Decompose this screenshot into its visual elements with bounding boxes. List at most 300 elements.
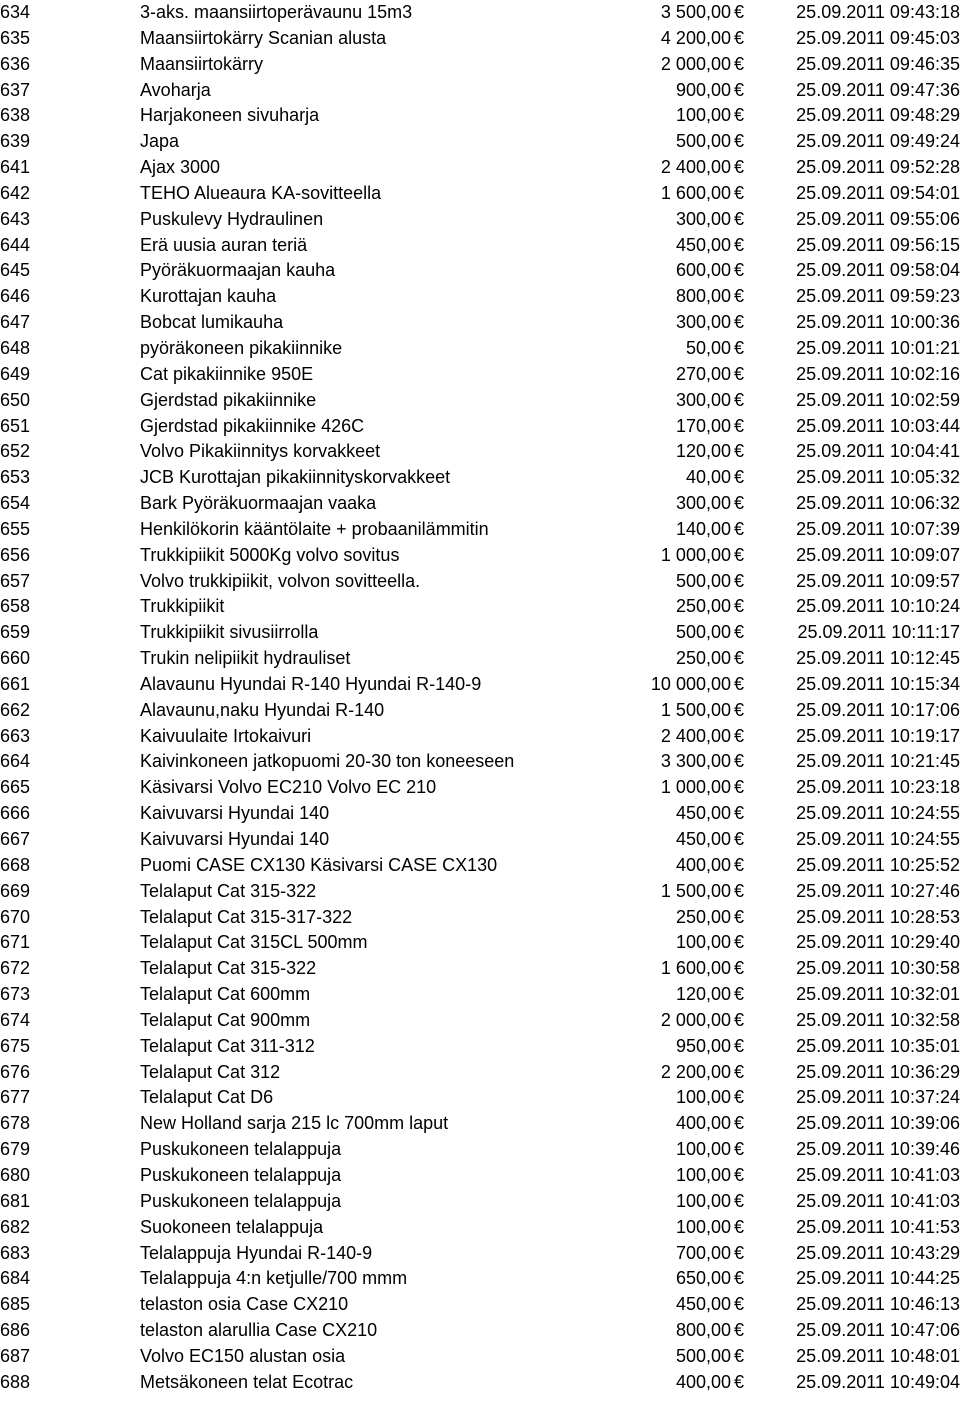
euro-currency-symbol: € [734, 79, 745, 100]
list-row [0, 414, 960, 440]
item-description: Puskukoneen telalappuja [140, 1164, 342, 1185]
euro-currency-symbol: € [734, 286, 745, 307]
list-row [0, 362, 960, 388]
item-timestamp: 25.09.2011 10:04:41 [796, 441, 960, 462]
item-description: Puskukoneen telalappuja [140, 1139, 342, 1160]
item-description: Telalappuja Hyundai R-140-9 [140, 1242, 373, 1263]
list-row [0, 1008, 960, 1034]
item-number: 671 [0, 932, 31, 953]
item-timestamp: 25.09.2011 10:02:16 [796, 363, 960, 384]
euro-currency-symbol: € [734, 157, 745, 178]
list-row [0, 853, 960, 879]
item-number: 661 [0, 673, 31, 694]
list-row [0, 1344, 960, 1370]
item-description: Bark Pyöräkuormaajan vaaka [140, 493, 377, 514]
item-price: 300,00 [675, 312, 731, 333]
item-number: 682 [0, 1216, 31, 1237]
item-price: 120,00 [675, 441, 731, 462]
euro-currency-symbol: € [734, 1371, 745, 1392]
euro-currency-symbol: € [734, 880, 745, 901]
item-description: Avoharja [140, 79, 211, 100]
euro-currency-symbol: € [734, 984, 745, 1005]
item-number: 670 [0, 906, 31, 927]
list-row [0, 775, 960, 801]
euro-currency-symbol: € [734, 751, 745, 772]
item-timestamp: 25.09.2011 10:39:06 [796, 1113, 960, 1134]
item-timestamp: 25.09.2011 10:23:18 [796, 777, 960, 798]
item-timestamp: 25.09.2011 10:41:03 [796, 1164, 960, 1185]
list-row [0, 103, 960, 129]
item-timestamp: 25.09.2011 09:52:28 [796, 157, 960, 178]
item-description: Telalaput Cat 900mm [140, 1009, 311, 1030]
item-price: 100,00 [675, 1087, 731, 1108]
euro-currency-symbol: € [734, 648, 745, 669]
item-number: 645 [0, 260, 31, 281]
item-description: Harjakoneen sivuharja [140, 105, 320, 126]
item-number: 638 [0, 105, 31, 126]
item-price: 10 000,00 [650, 673, 731, 694]
list-row [0, 78, 960, 104]
item-number: 643 [0, 208, 31, 229]
item-price: 2 000,00 [660, 53, 731, 74]
euro-currency-symbol: € [734, 260, 745, 281]
item-timestamp: 25.09.2011 10:12:45 [796, 648, 960, 669]
item-description: Erä uusia auran teriä [140, 234, 308, 255]
item-number: 656 [0, 544, 31, 565]
item-timestamp: 25.09.2011 10:06:32 [796, 493, 960, 514]
item-timestamp: 25.09.2011 10:00:36 [796, 312, 960, 333]
item-description: 3-aks. maansiirtoperävaunu 15m3 [140, 2, 413, 22]
item-timestamp: 25.09.2011 09:49:24 [796, 131, 960, 152]
item-description: Pyöräkuormaajan kauha [140, 260, 336, 281]
item-price: 100,00 [675, 1164, 731, 1185]
list-row [0, 1189, 960, 1215]
list-row [0, 1085, 960, 1111]
item-number: 639 [0, 131, 31, 152]
item-description: Volvo trukkipiikit, volvon sovitteella. [140, 570, 421, 591]
item-number: 648 [0, 337, 31, 358]
item-timestamp: 25.09.2011 10:27:46 [796, 880, 960, 901]
item-timestamp: 25.09.2011 10:39:46 [796, 1139, 960, 1160]
item-timestamp: 25.09.2011 10:29:40 [796, 932, 960, 953]
euro-currency-symbol: € [734, 182, 745, 203]
item-timestamp: 25.09.2011 10:10:24 [796, 596, 960, 617]
item-price: 300,00 [675, 208, 731, 229]
euro-currency-symbol: € [734, 234, 745, 255]
item-number: 667 [0, 829, 31, 849]
euro-currency-symbol: € [734, 854, 745, 875]
item-description: New Holland sarja 215 lc 700mm laput [140, 1113, 449, 1134]
euro-currency-symbol: € [734, 208, 745, 229]
item-price: 1 600,00 [660, 182, 731, 203]
list-row [0, 827, 960, 853]
item-description: Maansiirtokärry [140, 53, 264, 74]
list-row [0, 336, 960, 362]
euro-currency-symbol: € [734, 829, 745, 849]
item-price: 120,00 [675, 984, 731, 1005]
item-timestamp: 25.09.2011 09:59:23 [796, 286, 960, 307]
item-timestamp: 25.09.2011 09:45:03 [796, 27, 960, 48]
list-row [0, 879, 960, 905]
item-price: 4 200,00 [660, 27, 731, 48]
item-description: Kurottajan kauha [140, 286, 277, 307]
item-price: 3 300,00 [660, 751, 731, 772]
item-number: 641 [0, 157, 31, 178]
item-price: 2 400,00 [660, 725, 731, 746]
euro-currency-symbol: € [734, 673, 745, 694]
list-row [0, 1137, 960, 1163]
list-row [0, 905, 960, 931]
item-timestamp: 25.09.2011 09:43:18 [796, 2, 960, 22]
item-number: 642 [0, 182, 31, 203]
item-price: 450,00 [675, 829, 731, 849]
list-row [0, 594, 960, 620]
euro-currency-symbol: € [734, 1320, 745, 1341]
euro-currency-symbol: € [734, 1035, 745, 1056]
item-timestamp: 25.09.2011 09:48:29 [796, 105, 960, 126]
item-description: Telalaput Cat 311-312 [140, 1035, 315, 1056]
euro-currency-symbol: € [734, 2, 745, 22]
euro-currency-symbol: € [734, 1345, 745, 1366]
item-description: Gjerdstad pikakiinnike 426C [140, 415, 365, 436]
item-number: 678 [0, 1113, 31, 1134]
item-number: 644 [0, 234, 31, 255]
euro-currency-symbol: € [734, 699, 745, 720]
list-row [0, 388, 960, 414]
euro-currency-symbol: € [734, 337, 745, 358]
item-number: 650 [0, 389, 31, 410]
item-description: Kaivinkoneen jatkopuomi 20-30 ton koneeseen [140, 751, 515, 772]
item-number: 673 [0, 984, 31, 1005]
item-timestamp: 25.09.2011 10:09:57 [796, 570, 960, 591]
item-number: 666 [0, 803, 31, 824]
euro-currency-symbol: € [734, 493, 745, 514]
item-description: Cat pikakiinnike 950E [140, 363, 314, 384]
item-timestamp: 25.09.2011 09:46:35 [796, 53, 960, 74]
item-price: 100,00 [675, 1190, 731, 1211]
euro-currency-symbol: € [734, 441, 745, 462]
item-price: 400,00 [675, 854, 731, 875]
item-number: 636 [0, 53, 31, 74]
item-number: 649 [0, 363, 31, 384]
item-price: 900,00 [675, 79, 731, 100]
list-row [0, 1292, 960, 1318]
item-timestamp: 25.09.2011 10:25:52 [796, 854, 960, 875]
item-description: Puskukoneen telalappuja [140, 1190, 342, 1211]
item-number: 637 [0, 79, 31, 100]
item-number: 685 [0, 1294, 31, 1315]
item-price: 800,00 [675, 1320, 731, 1341]
item-timestamp: 25.09.2011 10:17:06 [796, 699, 960, 720]
item-timestamp: 25.09.2011 10:35:01 [796, 1035, 960, 1056]
item-number: 634 [0, 2, 31, 22]
item-price: 170,00 [675, 415, 731, 436]
item-price: 270,00 [675, 363, 731, 384]
euro-currency-symbol: € [734, 105, 745, 126]
item-description: Telalaput Cat 315-322 [140, 958, 317, 979]
item-timestamp: 25.09.2011 10:41:03 [796, 1190, 960, 1211]
euro-currency-symbol: € [734, 467, 745, 488]
list-row [0, 26, 960, 52]
list-row [0, 1370, 960, 1396]
item-price: 500,00 [675, 1345, 731, 1366]
item-price: 140,00 [675, 518, 731, 539]
item-number: 655 [0, 518, 31, 539]
euro-currency-symbol: € [734, 1009, 745, 1030]
item-timestamp: 25.09.2011 10:09:07 [796, 544, 960, 565]
item-number: 688 [0, 1371, 31, 1392]
item-price: 250,00 [675, 648, 731, 669]
item-timestamp: 25.09.2011 10:24:55 [796, 803, 960, 824]
item-number: 676 [0, 1061, 31, 1082]
item-timestamp: 25.09.2011 09:58:04 [796, 260, 960, 281]
euro-currency-symbol: € [734, 518, 745, 539]
item-description: Puomi CASE CX130 Käsivarsi CASE CX130 [140, 854, 498, 875]
euro-currency-symbol: € [734, 1268, 745, 1289]
list-row [0, 491, 960, 517]
item-price: 700,00 [675, 1242, 731, 1263]
item-description: JCB Kurottajan pikakiinnityskorvakkeet [140, 467, 451, 488]
item-description: Metsäkoneen telat Ecotrac [140, 1371, 354, 1392]
euro-currency-symbol: € [734, 622, 745, 643]
item-number: 680 [0, 1164, 31, 1185]
list-row [0, 1111, 960, 1137]
list-row [0, 1318, 960, 1344]
item-price: 1 000,00 [660, 777, 731, 798]
item-description: Telalaput Cat 315-317-322 [140, 906, 353, 927]
item-price: 950,00 [675, 1035, 731, 1056]
item-timestamp: 25.09.2011 10:02:59 [796, 389, 960, 410]
item-description: Telalappuja 4:n ketjulle/700 mmm [140, 1268, 408, 1289]
list-row [0, 930, 960, 956]
list-row [0, 620, 960, 646]
item-price: 2 400,00 [660, 157, 731, 178]
item-price: 500,00 [675, 131, 731, 152]
item-timestamp: 25.09.2011 10:49:04 [796, 1371, 960, 1392]
item-timestamp: 25.09.2011 10:32:58 [796, 1009, 960, 1030]
list-row [0, 749, 960, 775]
list-row [0, 646, 960, 672]
item-number: 674 [0, 1009, 31, 1030]
item-description: Maansiirtokärry Scanian alusta [140, 27, 387, 48]
euro-currency-symbol: € [734, 27, 745, 48]
item-description: Telalaput Cat 312 [140, 1061, 281, 1082]
item-description: Trukkipiikit sivusiirrolla [140, 622, 319, 643]
list-row [0, 258, 960, 284]
list-row [0, 0, 960, 26]
item-price: 250,00 [675, 596, 731, 617]
euro-currency-symbol: € [734, 777, 745, 798]
item-number: 665 [0, 777, 31, 798]
item-number: 647 [0, 312, 31, 333]
euro-currency-symbol: € [734, 544, 745, 565]
item-price: 1 500,00 [660, 699, 731, 720]
item-number: 684 [0, 1268, 31, 1289]
euro-currency-symbol: € [734, 1294, 745, 1315]
item-price: 100,00 [675, 1139, 731, 1160]
item-price: 450,00 [675, 803, 731, 824]
list-row [0, 801, 960, 827]
euro-currency-symbol: € [734, 312, 745, 333]
item-price: 450,00 [675, 234, 731, 255]
item-price: 600,00 [675, 260, 731, 281]
euro-currency-symbol: € [734, 363, 745, 384]
list-row [0, 956, 960, 982]
item-timestamp: 25.09.2011 10:36:29 [796, 1061, 960, 1082]
euro-currency-symbol: € [734, 389, 745, 410]
euro-currency-symbol: € [734, 1087, 745, 1108]
item-number: 646 [0, 286, 31, 307]
item-timestamp: 25.09.2011 10:32:01 [796, 984, 960, 1005]
item-timestamp: 25.09.2011 09:54:01 [796, 182, 960, 203]
item-description: Trukkipiikit [140, 596, 225, 617]
item-price: 400,00 [675, 1371, 731, 1392]
item-timestamp: 25.09.2011 10:48:01 [796, 1345, 960, 1366]
item-number: 660 [0, 648, 31, 669]
item-price: 1 500,00 [660, 880, 731, 901]
item-number: 669 [0, 880, 31, 901]
item-description: Telalaput Cat 600mm [140, 984, 311, 1005]
item-number: 687 [0, 1345, 31, 1366]
item-description: pyöräkoneen pikakiinnike [140, 337, 343, 358]
euro-currency-symbol: € [734, 803, 745, 824]
item-price: 2 000,00 [660, 1009, 731, 1030]
item-timestamp: 25.09.2011 10:43:29 [796, 1242, 960, 1263]
item-timestamp: 25.09.2011 10:05:32 [796, 467, 960, 488]
list-row [0, 284, 960, 310]
item-price: 3 500,00 [660, 2, 731, 22]
item-number: 686 [0, 1320, 31, 1341]
item-number: 663 [0, 725, 31, 746]
item-timestamp: 25.09.2011 10:07:39 [796, 518, 960, 539]
list-row [0, 129, 960, 155]
list-row [0, 724, 960, 750]
item-description: Bobcat lumikauha [140, 312, 284, 333]
item-number: 664 [0, 751, 31, 772]
item-timestamp: 25.09.2011 10:21:45 [796, 751, 960, 772]
item-price: 500,00 [675, 622, 731, 643]
item-price: 650,00 [675, 1268, 731, 1289]
item-price: 800,00 [675, 286, 731, 307]
euro-currency-symbol: € [734, 1216, 745, 1237]
list-row [0, 982, 960, 1008]
euro-currency-symbol: € [734, 932, 745, 953]
item-number: 651 [0, 415, 31, 436]
item-number: 679 [0, 1139, 31, 1160]
item-number: 662 [0, 699, 31, 720]
item-price: 400,00 [675, 1113, 731, 1134]
item-price: 100,00 [675, 105, 731, 126]
item-timestamp: 25.09.2011 09:47:36 [796, 79, 960, 100]
item-description: telaston osia Case CX210 [140, 1294, 349, 1315]
item-timestamp: 25.09.2011 10:03:44 [796, 415, 960, 436]
item-timestamp: 25.09.2011 10:47:06 [796, 1320, 960, 1341]
list-row [0, 698, 960, 724]
item-number: 654 [0, 493, 31, 514]
euro-currency-symbol: € [734, 906, 745, 927]
list-row [0, 1060, 960, 1086]
euro-currency-symbol: € [734, 1164, 745, 1185]
item-description: Kaivuulaite Irtokaivuri [140, 725, 312, 746]
item-price: 2 200,00 [660, 1061, 731, 1082]
list-row [0, 233, 960, 259]
item-timestamp: 25.09.2011 10:41:53 [796, 1216, 960, 1237]
item-timestamp: 25.09.2011 10:11:17 [797, 622, 960, 643]
item-price: 100,00 [675, 932, 731, 953]
euro-currency-symbol: € [734, 958, 745, 979]
item-price: 300,00 [675, 389, 731, 410]
item-description: Volvo EC150 alustan osia [140, 1345, 346, 1366]
list-row [0, 52, 960, 78]
item-number: 681 [0, 1190, 31, 1211]
list-row [0, 1266, 960, 1292]
item-description: Kaivuvarsi Hyundai 140 [140, 829, 330, 849]
euro-currency-symbol: € [734, 1113, 745, 1134]
item-description: Alavaunu Hyundai R-140 Hyundai R-140-9 [140, 673, 482, 694]
list-row [0, 439, 960, 465]
euro-currency-symbol: € [734, 1061, 745, 1082]
euro-currency-symbol: € [734, 131, 745, 152]
item-timestamp: 25.09.2011 10:37:24 [796, 1087, 960, 1108]
item-description: Henkilökorin kääntölaite + probaanilämmitin [140, 518, 489, 539]
item-description: Gjerdstad pikakiinnike [140, 389, 317, 410]
item-description: Japa [140, 131, 180, 152]
euro-currency-symbol: € [734, 725, 745, 746]
item-description: Puskulevy Hydraulinen [140, 208, 324, 229]
item-timestamp: 25.09.2011 10:01:21 [796, 337, 960, 358]
item-price: 50,00 [685, 337, 731, 358]
euro-currency-symbol: € [734, 596, 745, 617]
item-number: 652 [0, 441, 31, 462]
item-description: Telalaput Cat 315-322 [140, 880, 317, 901]
item-price: 1 000,00 [660, 544, 731, 565]
item-price: 300,00 [675, 493, 731, 514]
item-timestamp: 25.09.2011 10:28:53 [796, 906, 960, 927]
list-row [0, 1163, 960, 1189]
item-description: TEHO Alueaura KA-sovitteella [140, 182, 382, 203]
item-description: Trukin nelipiikit hydrauliset [140, 648, 351, 669]
list-row [0, 543, 960, 569]
item-description: telaston alarullia Case CX210 [140, 1320, 378, 1341]
item-number: 677 [0, 1087, 31, 1108]
list-row [0, 155, 960, 181]
item-timestamp: 25.09.2011 10:46:13 [796, 1294, 960, 1315]
item-timestamp: 25.09.2011 10:15:34 [796, 673, 960, 694]
item-description: Suokoneen telalappuja [140, 1216, 324, 1237]
item-timestamp: 25.09.2011 10:19:17 [796, 725, 960, 746]
list-row [0, 1215, 960, 1241]
item-timestamp: 25.09.2011 09:56:15 [796, 234, 960, 255]
item-price: 40,00 [685, 467, 731, 488]
item-description: Trukkipiikit 5000Kg volvo sovitus [140, 544, 400, 565]
item-number: 672 [0, 958, 31, 979]
item-number: 658 [0, 596, 31, 617]
item-timestamp: 25.09.2011 10:24:55 [796, 829, 960, 849]
item-number: 653 [0, 467, 31, 488]
item-number: 668 [0, 854, 31, 875]
list-row [0, 465, 960, 491]
item-description: Telalaput Cat D6 [140, 1087, 274, 1108]
item-price: 1 600,00 [660, 958, 731, 979]
item-number: 683 [0, 1242, 31, 1263]
list-row [0, 207, 960, 233]
item-number: 675 [0, 1035, 31, 1056]
item-description: Kaivuvarsi Hyundai 140 [140, 803, 330, 824]
item-description: Käsivarsi Volvo EC210 Volvo EC 210 [140, 777, 437, 798]
item-price: 450,00 [675, 1294, 731, 1315]
item-price: 100,00 [675, 1216, 731, 1237]
item-description: Volvo Pikakiinnitys korvakkeet [140, 441, 381, 462]
